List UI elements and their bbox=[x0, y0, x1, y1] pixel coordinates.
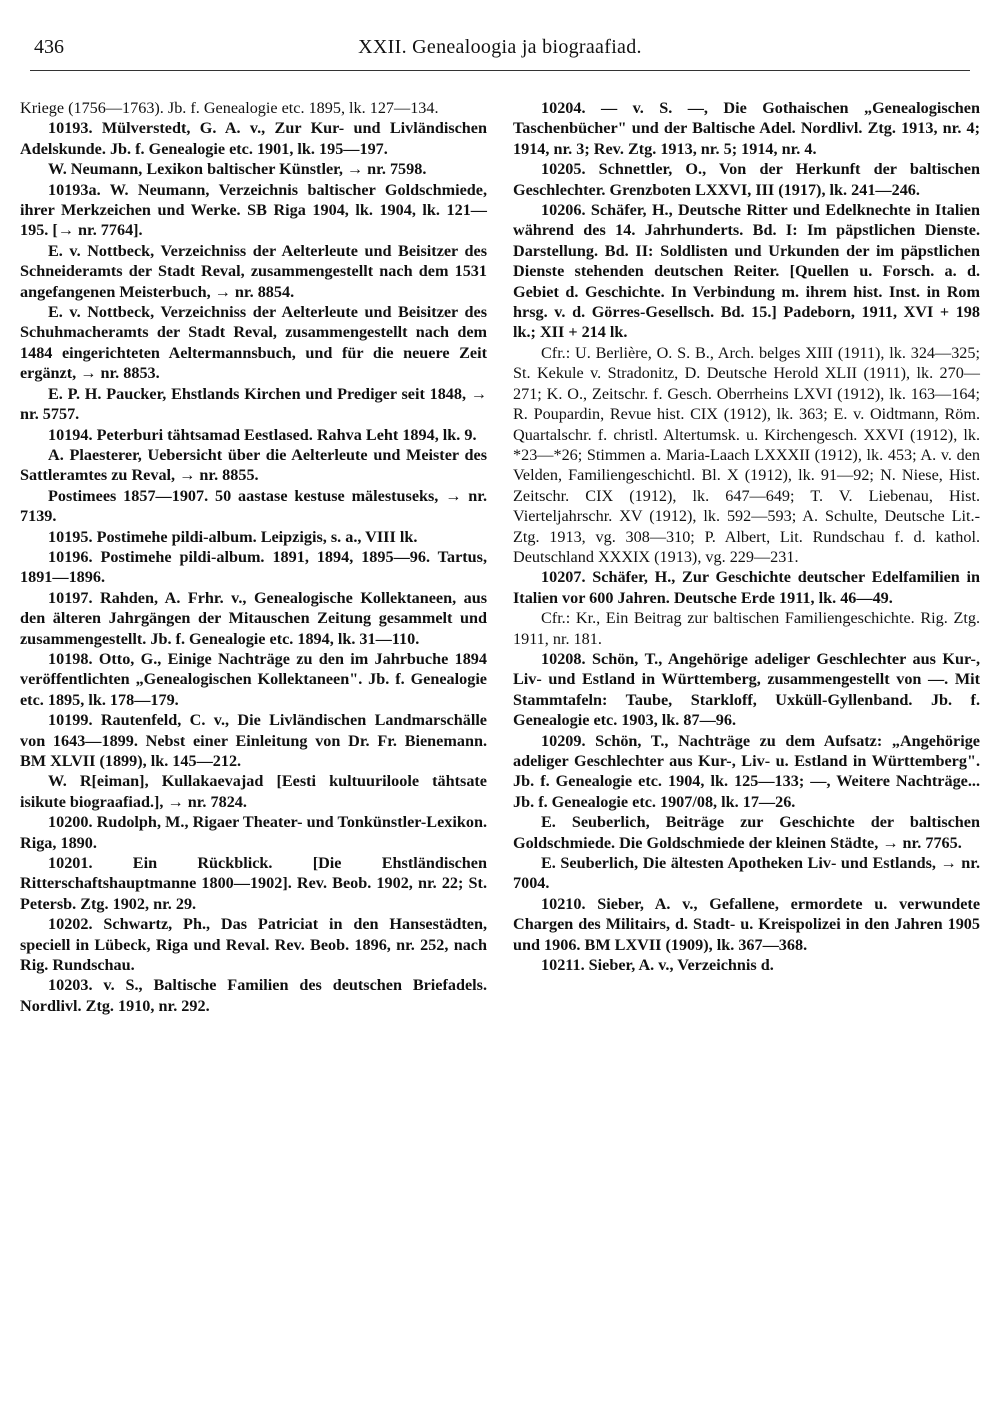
bibliography-entry: 10209. Schön, T., Nachträge zu dem Aufsatz: „Angehörige adeliger Geschlechter aus Kur-, Liv- u. Estland in Württemberg". Jb. f. Genealogie etc. 1904, lk. 125—133; —, Weitere Nachträge... Jb. f. Genealogie etc. 1907/08, lk. 17—26. bbox=[513, 731, 980, 811]
bibliography-entry: E. Seuberlich, Beiträge zur Geschichte der baltischen Goldschmiede. Die Goldschmiede der kleinen Städte, → nr. 7765. bbox=[513, 813, 980, 852]
bibliography-entry: Kriege (1756—1763). Jb. f. Genealogie etc. 1895, lk. 127—134. bbox=[20, 99, 439, 117]
bibliography-entry: A. Plaesterer, Uebersicht über die Aelterleute und Meister des Sattleramtes zu Reval, → nr. 8855. bbox=[20, 445, 487, 485]
bibliography-entry: 10205. Schnettler, O., Von der Herkunft der baltischen Geschlechter. Grenzboten LXXVI, III (1917), lk. 241—246. bbox=[513, 160, 980, 199]
bibliography-entry: 10197. Rahden, A. Frhr. v., Genealogische Kollektaneen, aus den älteren Jahrgängen der Mitauschen Zeitung gesammelt und zusammengestellt. Jb. f. Genealogie etc. 1894, lk. 31—110. bbox=[20, 588, 487, 648]
bibliography-entry: Postimees 1857—1907. 50 aastase kestuse mälestuseks, → nr. 7139. bbox=[20, 486, 487, 526]
bibliography-entry: 10199. Rautenfeld, C. v., Die Livländischen Landmarschälle von 1643—1899. Nebst einer Einleitung von Dr. Fr. Bienemann. BM XLVII (1899), lk. 145—212. bbox=[20, 711, 487, 770]
running-title: XXII. Genealoogia ja biograafiad. bbox=[358, 36, 642, 58]
bibliography-entry: 10208. Schön, T., Angehörige adeliger Geschlechter aus Kur-, Liv- und Estland in Württemberg, zusammengestellt von —. Mit Stammtafeln: Taube, Starkloff, Uxküll-Gyllenband. Jb. f. Genealogie etc. 1903, lk. 87—96. bbox=[513, 649, 980, 730]
bibliography-entry: E. P. H. Paucker, Ehstlands Kirchen und Prediger seit 1848, → nr. 5757. bbox=[20, 384, 487, 424]
bibliography-entry: E. Seuberlich, Die ältesten Apotheken Liv- und Estlands, → nr. 7004. bbox=[513, 854, 980, 893]
bibliography-entry: 10193. Mülverstedt, G. A. v., Zur Kur- und Livländischen Adelskunde. Jb. f. Genealogie etc. 1901, lk. 195—197. bbox=[20, 119, 487, 158]
bibliography-entry: 10204. — v. S. —, Die Gothaischen „Genealogischen Taschenbücher" und der Baltische Adel. Nordlivl. Ztg. 1913, nr. 4; 1914, nr. 3; Rev. Ztg. 1913, nr. 5; 1914, nr. 4. bbox=[513, 99, 980, 158]
page-number: 436 bbox=[34, 36, 64, 58]
bibliography-entry: 10198. Otto, G., Einige Nachträge zu den im Jahrbuche 1894 veröffentlichten „Genealogischen Kollektaneen". Jb. f. Genealogie etc. 1895, lk. 178—179. bbox=[20, 649, 487, 709]
bibliography-entry: E. v. Nottbeck, Verzeichniss der Aelterleute und Beisitzer des Schneideramts der Stadt Reval, zusammengestellt nach dem 1531 angefangenen Meisterbuch, → nr. 8854. bbox=[20, 241, 487, 301]
bibliography-entry: Cfr.: Kr., Ein Beitrag zur baltischen Familiengeschichte. Rig. Ztg. 1911, nr. 181. bbox=[513, 609, 980, 648]
bibliography-entry: 10195. Postimehe pildi-album. Leipzigis, s. a., VIII lk. bbox=[48, 527, 418, 546]
bibliography-entry: 10202. Schwartz, Ph., Das Patriciat in den Hansestädten, speciell in Lübeck, Riga und Reval. Rev. Beob. 1896, nr. 252, nach Rig. Rundschau. bbox=[20, 915, 487, 975]
bibliography-entry: 10210. Sieber, A. v., Gefallene, ermordete u. verwundete Chargen des Militairs, d. Stadt- u. Kreispolizei in den Jahren 1905 und 1906. BM LXVII (1909), lk. 367—368. bbox=[513, 894, 980, 954]
right-column bbox=[513, 98, 980, 975]
bibliography-entry: 10201. Ein Rückblick. [Die Ehstländischen Ritterschaftshauptmanne 1800—1902]. Rev. Beob. 1902, nr. 22; St. Petersb. Ztg. 1902, nr. 29. bbox=[20, 854, 487, 913]
bibliography-entry: 10203. v. S., Baltische Familien des deutschen Briefadels. Nordlivl. Ztg. 1910, nr. 292. bbox=[20, 976, 487, 1015]
bibliography-entry: 10194. Peterburi tähtsamad Eestlased. Rahva Leht 1894, lk. 9. bbox=[48, 425, 477, 444]
bibliography-entry: Cfr.: U. Berlière, O. S. B., Arch. belges XIII (1911), lk. 324—325; St. Kekule v. Stradonitz, D. Deutsche Herold XLII (1911), lk. 270—271; K. O., Zeitschr. f. Gesch. Oberrheins LXVI (1912), lk. 163—164; R. Poupardin, Revue hist. CIX (1912), lk. 363; E. v. Oidtmann, Röm. Quartalschr. f. christl. Altertumsk. u. Kirchengesch. XXVI (1912), lk. *23—*26; Stimmen a. Maria-Laach LXXXII (1912), lk. 453; A. v. den Velden, Familiengeschichtl. Bl. X (1912), lk. 91—92; N. Niese, Hist. Zeitschr. CIX (1912), lk. 647—649; T. V. Liebenau, Hist. Vierteljahrschr. XV (1912), lk. 592—593; A. Schulte, Deutsche Lit.-Ztg. 1913, vg. 308—310; P. Albert, Lit. Rundschau f. d. kathol. Deutschland XXXIX (1913), vg. 229—231. bbox=[513, 343, 980, 566]
bibliography-entry: 10200. Rudolph, M., Rigaer Theater- und Tonkünstler-Lexikon. Riga, 1890. bbox=[20, 813, 487, 852]
page-header bbox=[30, 36, 970, 70]
bibliography-entry: E. v. Nottbeck, Verzeichniss der Aelterleute und Beisitzer des Schuhmacheramts der Stadt Reval, zusammengestellt nach dem 1484 eingerichteten Aeltermannsbuch, und für die neuere Zeit ergänzt, → nr. 8853. bbox=[20, 303, 487, 383]
bibliography-entry: 10206. Schäfer, H., Deutsche Ritter und Edelknechte in Italien während des 14. Jahrhunderts. Bd. I: Im päpstlichen Dienste. Darstellung. Bd. II: Soldlisten und Urkunden der im päpstlichen Dienste stehenden deutschen Reiter. [Quellen u. Forsch. a. d. Gebiet d. Geschichte. In Verbindung m. ihrem hist. Inst. in Rom hrsg. v. d. Görres-Gesellsch. Bd. 15.] Padeborn, 1911, XVI + 198 lk.; XII + 214 lk. bbox=[513, 201, 980, 342]
bibliography-entry: 10196. Postimehe pildi-album. 1891, 1894, 1895—96. Tartus, 1891—1896. bbox=[20, 547, 487, 587]
bibliography-entry: 10207. Schäfer, H., Zur Geschichte deutscher Edelfamilien in Italien vor 600 Jahren. Deutsche Erde 1911, lk. 46—49. bbox=[513, 568, 980, 607]
header-rule bbox=[30, 70, 970, 71]
left-column bbox=[20, 98, 487, 1016]
bibliography-entry: W. Neumann, Lexikon baltischer Künstler, → nr. 7598. bbox=[48, 160, 427, 179]
bibliography-entry: 10193a. W. Neumann, Verzeichnis baltischer Goldschmiede, ihrer Merkzeichen und Werke. SB Riga 1904, lk. 1904, lk. 121—195. [→ nr. 7764]. bbox=[20, 180, 487, 240]
bibliography-entry: 10211. Sieber, A. v., Verzeichnis d. bbox=[541, 956, 774, 975]
bibliography-entry: W. R[eiman], Kullakaevajad [Eesti kultuuriloole tähtsate isikute biograafiad.], → nr. 7824. bbox=[20, 772, 487, 811]
